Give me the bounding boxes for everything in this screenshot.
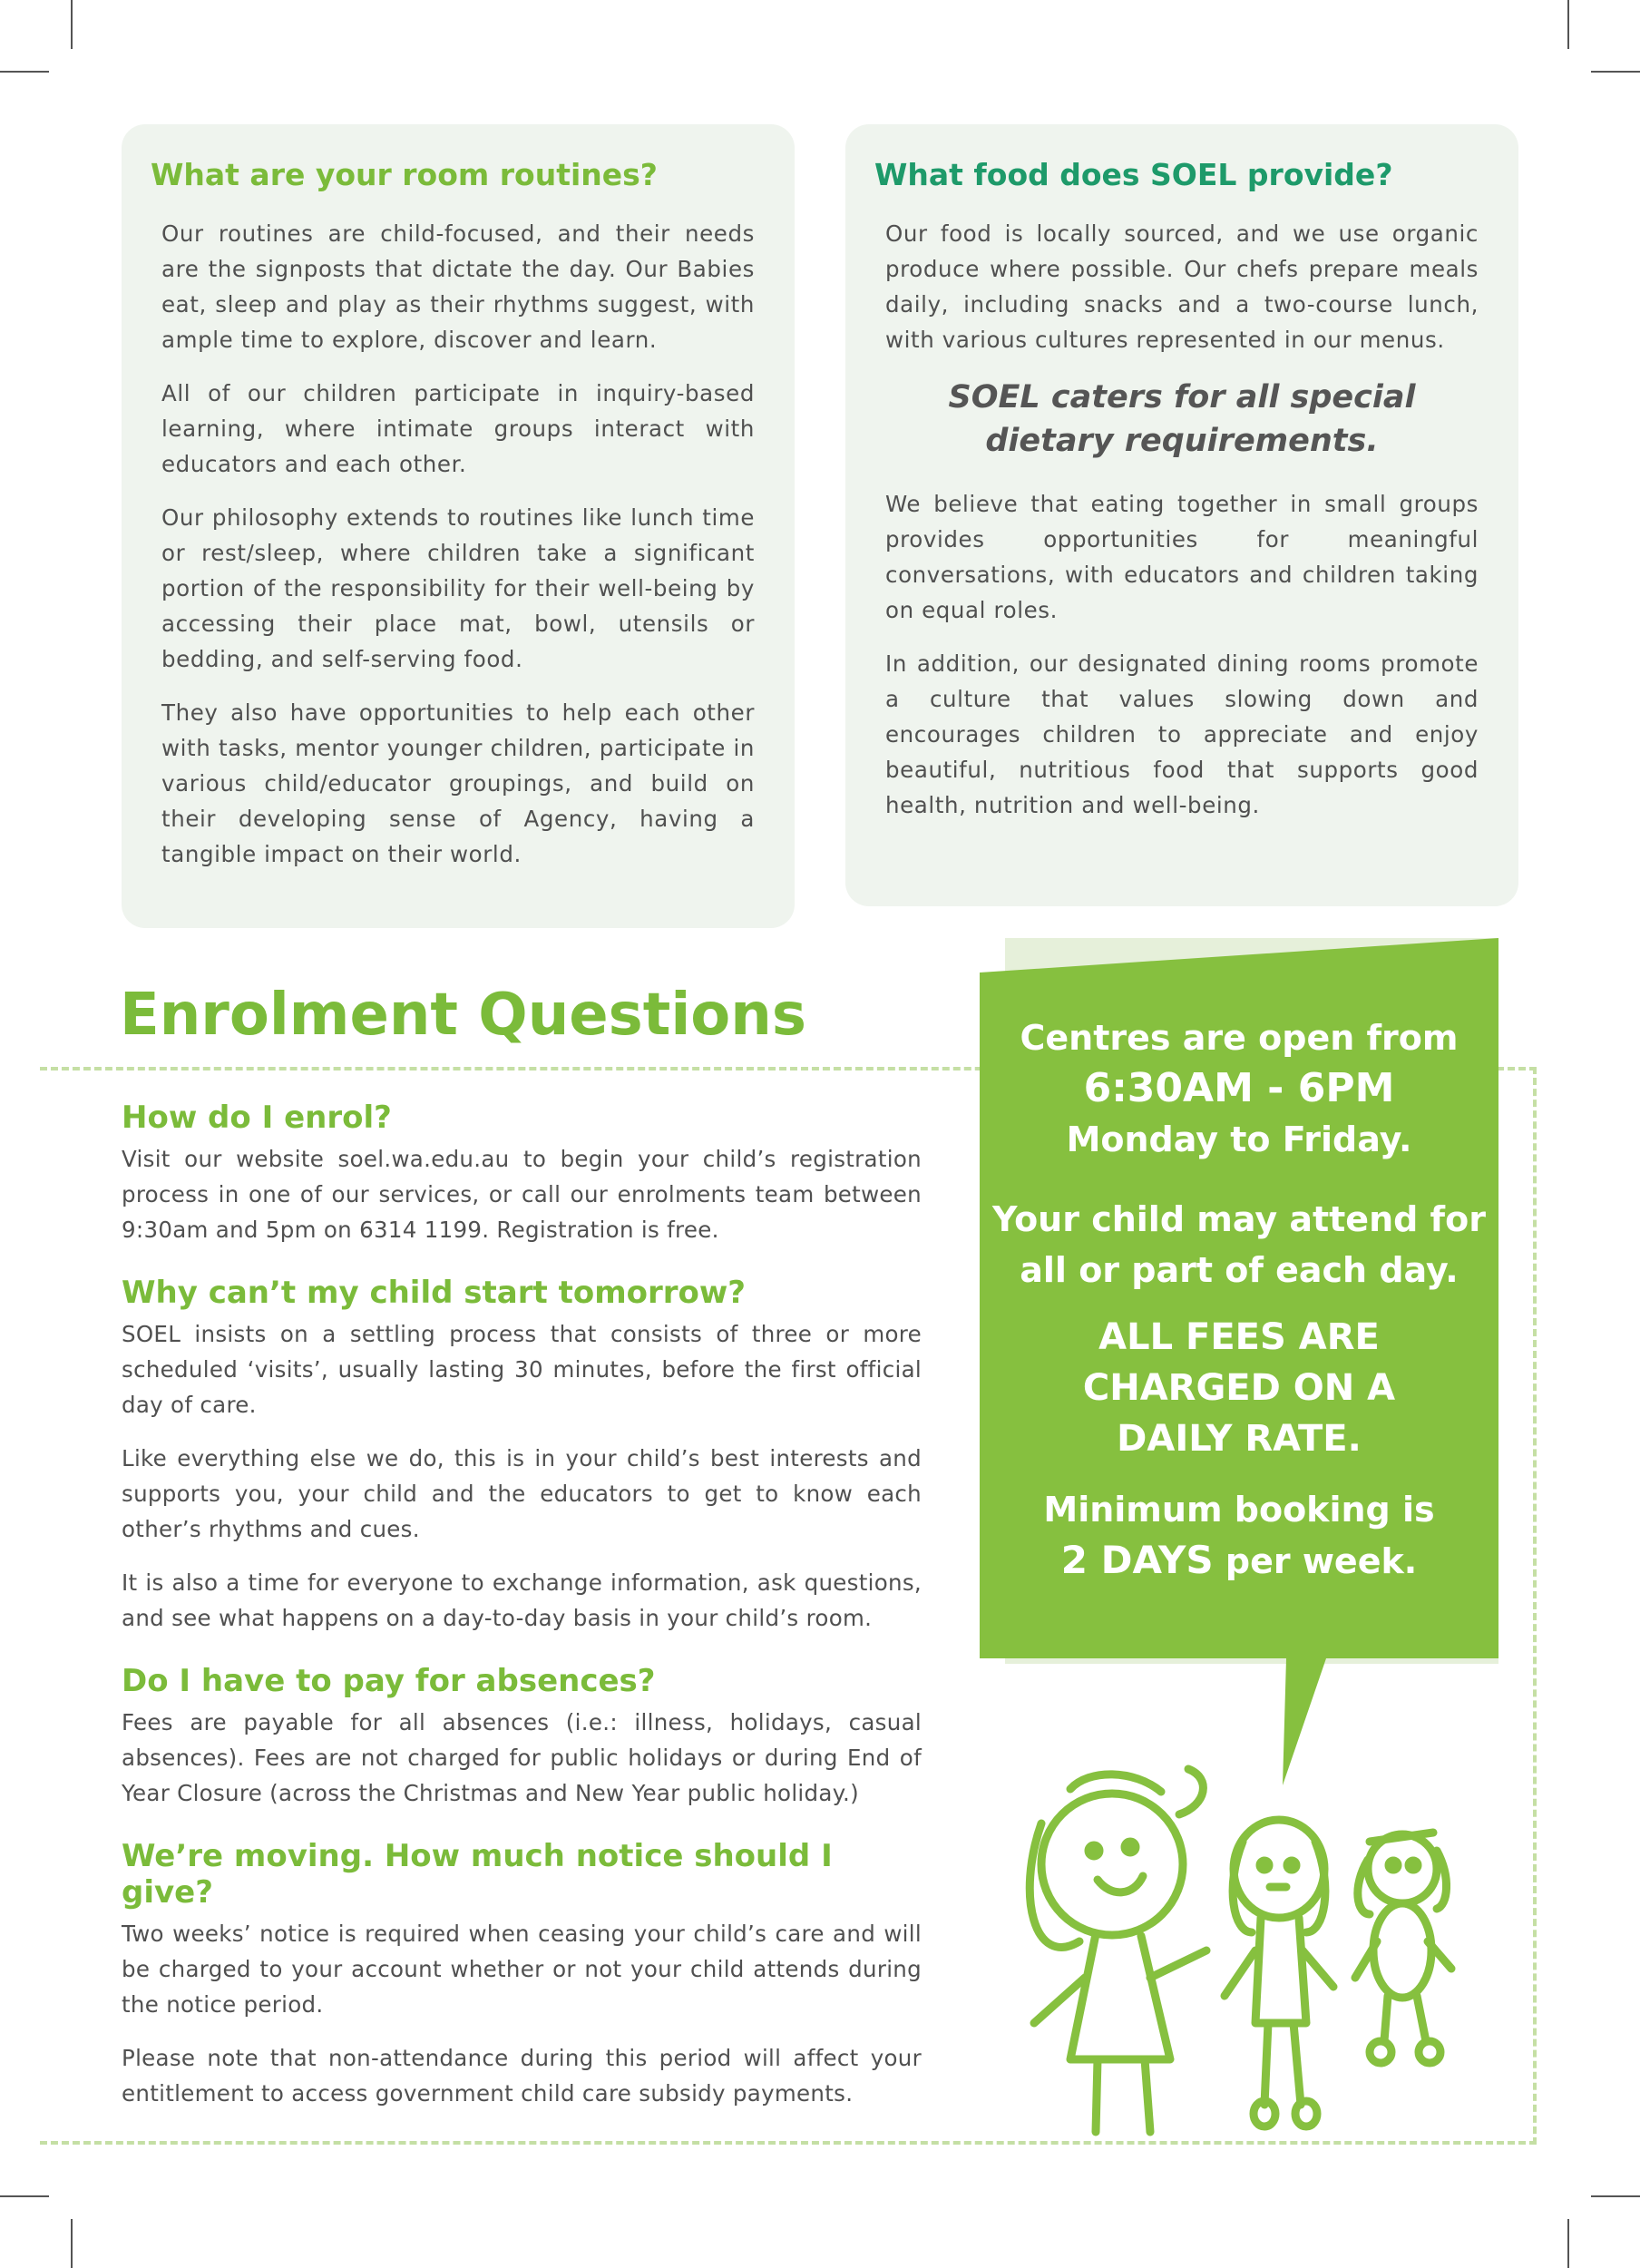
attend-line: Your child may attend for [992, 1199, 1486, 1239]
food-title: What food does SOEL provide? [874, 157, 1393, 192]
enrolment-title: Enrolment Questions [120, 982, 806, 1049]
faq-question: Why can’t my child start tomorrow? [122, 1275, 747, 1311]
faq-answer: SOEL insists on a settling process that consists of three or more scheduled ‘visits’, usually lasting 30 minutes, before the first official day of care. [122, 1321, 922, 1418]
faq-answer: It is also a time for everyone to exchange information, ask questions, and see what happens on a day-to-day basis in your child’s room. [122, 1569, 922, 1631]
routines-paragraph: Our philosophy extends to routines like lunch time or rest/sleep, where children take a significant portion of the responsibility for their well-being by accessing their place mat, bowl, utensils or bedding, and self-serving food. [161, 504, 755, 672]
faq-answer: Visit our website soel.wa.edu.au to begin your child’s registration process in one of our services, or call our enrolments team between 9:30am and 5pm on 6314 1199. Registration is free. [122, 1146, 922, 1243]
food-paragraph: Our food is locally sourced, and we use organic produce where possible. Our chefs prepare meals daily, including snacks and a two-course lunch, with various cultures represented in our menus. [885, 220, 1479, 353]
open-hours-label: Centres are open from [1020, 1018, 1459, 1058]
fees-line: DAILY RATE. [1117, 1418, 1362, 1460]
routines-title: What are your room routines? [151, 157, 658, 192]
food-paragraph: We believe that eating together in small groups provides opportunities for meaningful conversations, with educators and children taking on equal roles. [885, 491, 1479, 623]
routines-paragraph: All of our children participate in inquiry-based learning, where intimate groups interact with educators and each other. [161, 380, 755, 477]
faq-answer: Fees are payable for all absences (i.e.: illness, holidays, casual absences). Fees are not charged for public holidays or during End of Year Closure (across the Christmas and New Year public holiday.) [122, 1709, 922, 1806]
dietary-callout: SOEL caters for all special dietary requirements. [948, 379, 1416, 459]
routines-paragraph: Our routines are child-focused, and their needs are the signposts that dictate the day. Our Babies eat, sleep and play as their rhythms suggest, with ample time to explore, discover and learn. [161, 220, 755, 353]
children-drawing-icon [1030, 1769, 1451, 2132]
fees-line: ALL FEES ARE [1098, 1316, 1380, 1358]
faq-question: How do I enrol? [122, 1100, 392, 1136]
faq-question: Do I have to pay for absences? [122, 1663, 656, 1699]
minimum-rest: per week. [1213, 1541, 1418, 1581]
faq-answer: Like everything else we do, this is in your child’s best interests and supports you, your child and the educators to get to know each other’s rhythms and cues. [122, 1445, 922, 1542]
minimum-booking-value [980, 1535, 1498, 1587]
fees-line: CHARGED ON A [1082, 1367, 1396, 1409]
bubble-text [980, 1012, 1498, 1587]
food-paragraph: In addition, our designated dining rooms promote a culture that values slowing down and encourages children to appreciate and enjoy beautiful, nutritious food that supports good health, nutrition and well-being. [885, 650, 1479, 818]
minimum-booking-label: Minimum booking is [1043, 1490, 1435, 1530]
faq-answer: Please note that non-attendance during this period will affect your entitlement to access government child care subsidy payments. [122, 2045, 922, 2107]
faq-answer: Two weeks’ notice is required when ceasing your child’s care and will be charged to your account whether or not your child attends during the notice period. [122, 1921, 922, 2018]
minimum-days: 2 DAYS [1060, 1538, 1214, 1582]
open-hours-value: 6:30AM - 6PM [1083, 1065, 1395, 1111]
open-days: Monday to Friday. [1066, 1119, 1412, 1159]
routines-paragraph: They also have opportunities to help each other with tasks, mentor younger children, participate in various child/educator groupings, and build on their developing sense of Agency, having a tangible impact on their world. [161, 699, 755, 867]
faq-question: We’re moving. How much notice should I give? [122, 1838, 833, 1911]
attend-line: all or part of each day. [1020, 1250, 1459, 1290]
